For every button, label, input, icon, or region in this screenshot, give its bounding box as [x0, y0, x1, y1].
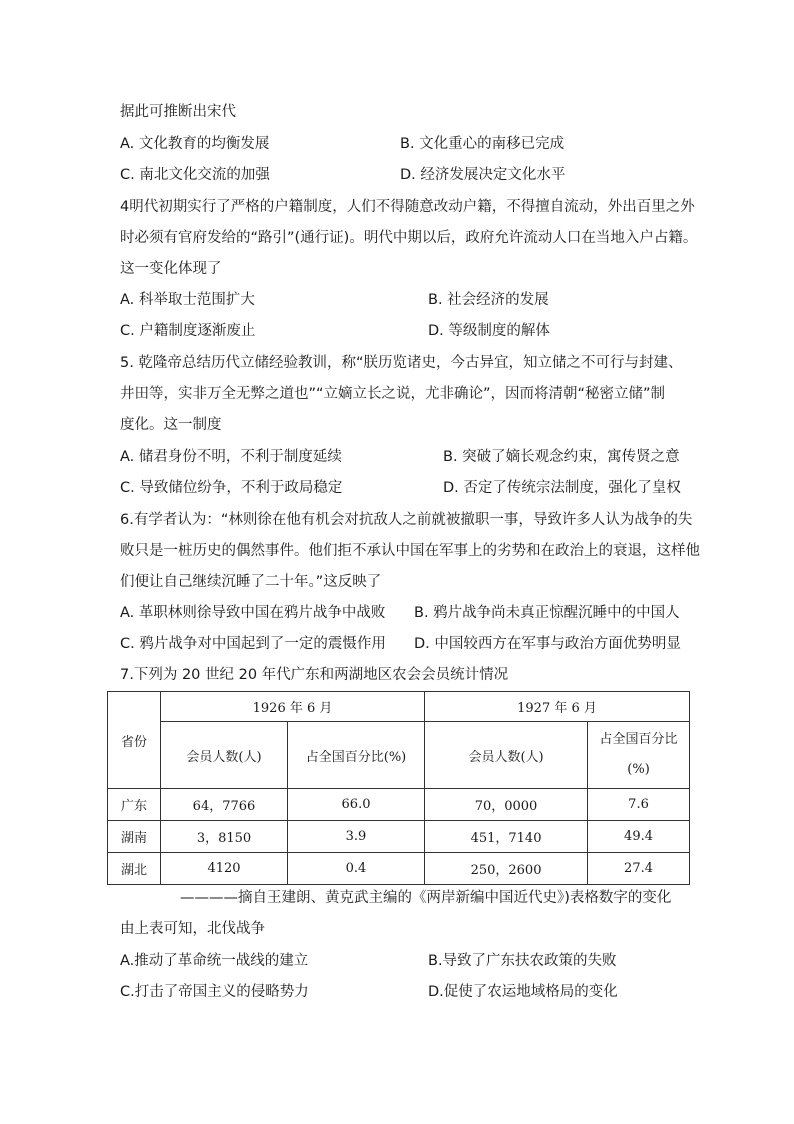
- q5-option-c: C. 导致储位纷争，不利于政局稳定: [120, 480, 343, 496]
- q6-option-a: A. 革职林则徐导致中国在鸦片战争中战败: [120, 605, 386, 621]
- period-1927-header: 1927 年 6 月: [425, 692, 690, 722]
- q6-option-d: D. 中国较西方在军事与政治方面优势明显: [414, 636, 681, 652]
- table-row: [108, 789, 690, 821]
- members-1926-cell: 4120: [161, 853, 288, 885]
- percent-1926-cell: 0.4: [288, 853, 425, 885]
- q4-option-d: D. 等级制度的解体: [428, 323, 550, 339]
- q7-option-b: B.导致了广东扶农政策的失败: [428, 953, 617, 969]
- q5-option-b: B. 突破了嫡长观念约束，寓传贤之意: [443, 449, 680, 465]
- q3-option-c: C. 南北文化交流的加强: [120, 167, 270, 183]
- q7-option-d: D.促使了农运地域格局的变化: [428, 984, 618, 1000]
- percent-1926-cell: 66.0: [288, 789, 425, 821]
- members-1926-cell: 3，8150: [161, 821, 288, 853]
- q4-option-b: B. 社会经济的发展: [428, 292, 549, 308]
- q6-stem-line-2: 败只是一桩历史的偶然事件。他们拒不承认中国在军事上的劣势和在政治上的衰退，这样他: [120, 543, 700, 559]
- q7-option-c: C.打击了帝国主义的侵略势力: [120, 984, 309, 1000]
- q3-option-a: A. 文化教育的均衡发展: [120, 136, 270, 152]
- q5-option-d: D. 否定了传统宗法制度，强化了皇权: [443, 480, 681, 496]
- period-1926-header: 1926 年 6 月: [161, 692, 425, 722]
- q3-stem-end: 据此可推断出宋代: [120, 104, 236, 120]
- q6-option-b: B. 鸦片战争尚未真正惊醒沉睡中的中国人: [414, 605, 680, 621]
- q3-option-d: D. 经济发展决定文化水平: [400, 167, 566, 183]
- province-cell: 湖北: [108, 853, 161, 885]
- members-1926-header: 会员人数(人): [161, 722, 288, 789]
- q7-stem-end: 由上表可知，北伐战争: [120, 921, 265, 937]
- q6-option-c: C. 鸦片战争对中国起到了一定的震慑作用: [120, 636, 386, 652]
- province-cell: 广东: [108, 789, 161, 821]
- q7-title: 7.下列为 20 世纪 20 年代广东和两湖地区农会会员统计情况: [120, 667, 509, 683]
- table-row: [108, 821, 690, 853]
- q5-stem-line-1: 5. 乾隆帝总结历代立储经验教训，称“朕历览诸史，今古异宜，知立储之不可行与封建、: [120, 355, 683, 371]
- percent-1927-cell: 49.4: [588, 821, 690, 853]
- members-1927-cell: 250，2600: [425, 853, 588, 885]
- percent-1927-header-line-1: 占全国百分比: [599, 732, 678, 747]
- q3-option-b: B. 文化重心的南移已完成: [400, 136, 565, 152]
- q4-option-a: A. 科举取士范围扩大: [120, 292, 255, 308]
- q7-option-a: A.推动了革命统一战线的建立: [120, 953, 309, 969]
- table-row: [108, 853, 690, 885]
- percent-1927-cell: 7.6: [588, 789, 690, 821]
- q6-stem-line-3: 们便让自己继续沉睡了二十年。”这反映了: [120, 574, 382, 590]
- members-1926-cell: 64，7766: [161, 789, 288, 821]
- q4-stem-line-3: 这一变化体现了: [120, 261, 222, 277]
- percent-1927-header: [588, 722, 690, 789]
- percent-1926-cell: 3.9: [288, 821, 425, 853]
- province-cell: 湖南: [108, 821, 161, 853]
- percent-1927-header-line-2: (%): [627, 762, 650, 777]
- province-header: 省份: [108, 692, 161, 789]
- percent-1927-cell: 27.4: [588, 853, 690, 885]
- members-1927-cell: 70，0000: [425, 789, 588, 821]
- q4-option-c: C. 户籍制度逐渐废止: [120, 323, 256, 339]
- members-1927-cell: 451，7140: [425, 821, 588, 853]
- q6-stem-line-1: 6.有学者认为：“林则徐在他有机会对抗敌人之前就被撤职一事，导致许多人认为战争的失: [120, 512, 693, 528]
- statistics-table: [107, 691, 690, 885]
- q5-stem-line-2: 井田等，实非万全无弊之道也”“立嫡立长之说，尤非确论”，因而将清朝“秘密立储”制: [120, 386, 666, 402]
- q5-stem-line-3: 度化。这一制度: [120, 417, 222, 433]
- percent-1926-header: 占全国百分比(%): [288, 722, 425, 789]
- q4-stem-line-2: 时必须有官府发给的“路引”(通行证)。明代中期以后，政府允许流动人口在当地入户占籍。: [120, 230, 698, 246]
- q4-stem-line-1: 4明代初期实行了严格的户籍制度，人们不得随意改动户籍，不得擅自流动，外出百里之外: [120, 199, 695, 215]
- q5-option-a: A. 储君身份不明，不利于制度延续: [120, 449, 342, 465]
- members-1927-header: 会员人数(人): [425, 722, 588, 789]
- table-source-note: ————摘自王建朗、黄克武主编的《两岸新编中国近代史》)表格数字的变化: [180, 890, 672, 906]
